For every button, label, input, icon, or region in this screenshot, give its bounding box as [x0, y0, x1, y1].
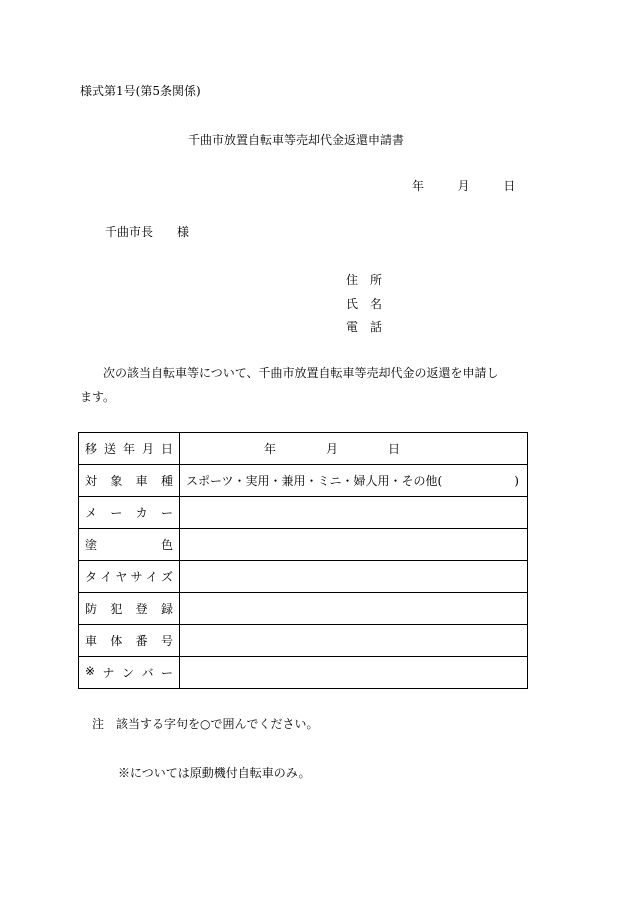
table-row	[79, 625, 528, 657]
application-date	[412, 180, 515, 192]
row-label	[79, 625, 180, 657]
date-month-label: 月	[457, 179, 470, 193]
transfer-date-value[interactable]	[180, 433, 528, 465]
bicycle-info-table	[78, 432, 528, 689]
table-row	[79, 657, 528, 689]
license-plate-field[interactable]	[180, 657, 528, 689]
date-year-label: 年	[412, 179, 425, 193]
note-moped-only: ※については原動機付自転車のみ。	[118, 766, 311, 780]
transfer-date-fields	[186, 440, 521, 457]
row-label-text: ※ ナ ン バ ー	[85, 664, 173, 680]
row-label-text: 塗 色	[85, 538, 173, 552]
maker-field[interactable]	[180, 497, 528, 529]
statement-line-2: ます。	[80, 390, 116, 404]
table-row	[79, 529, 528, 561]
row-label	[79, 561, 180, 593]
addressee-name: 千曲市長	[105, 225, 154, 239]
row-label-text: タ イ ヤ サ イ ズ	[85, 570, 173, 584]
frame-number-field[interactable]	[180, 625, 528, 657]
applicant-address-label: 住 所	[346, 273, 383, 287]
date-day-label: 日	[503, 179, 516, 193]
row-label	[79, 433, 180, 465]
transfer-year-label: 年	[264, 442, 277, 456]
row-label	[79, 657, 180, 689]
note-circle-instruction: 注 該当する字句を○で囲んでください。	[92, 717, 319, 731]
row-label	[79, 593, 180, 625]
vehicle-type-options[interactable]: スポーツ・実用・兼用・ミニ・婦人用・その他( )	[180, 465, 528, 497]
row-label-text: 車 体 番 号	[85, 634, 173, 648]
row-label	[79, 497, 180, 529]
statement-line-1: 次の該当自転車等について、千曲市放置自転車等売却代金の返還を申請し	[103, 366, 499, 380]
tire-size-field[interactable]	[180, 561, 528, 593]
row-label	[79, 465, 180, 497]
transfer-day-label: 日	[388, 442, 401, 456]
table-row	[79, 465, 528, 497]
row-label-text: 移 送 年 月 日	[85, 442, 173, 456]
document-title: 千曲市放置自転車等売却代金返還申請書	[188, 133, 405, 147]
table-row	[79, 497, 528, 529]
table-row	[79, 593, 528, 625]
applicant-phone-label: 電 話	[346, 320, 383, 334]
transfer-month-label: 月	[326, 442, 339, 456]
addressee-honorific: 様	[177, 225, 190, 239]
form-number: 様式第1号(第5条関係)	[80, 84, 201, 98]
addressee	[105, 226, 189, 238]
row-label-text: 防 犯 登 録	[85, 602, 173, 616]
row-label-text: 対 象 車 種	[85, 474, 173, 488]
row-label-text: メ ー カ ー	[85, 506, 173, 520]
table-row	[79, 433, 528, 465]
color-field[interactable]	[180, 529, 528, 561]
table-row	[79, 561, 528, 593]
row-label	[79, 529, 180, 561]
crime-prevention-registration-field[interactable]	[180, 593, 528, 625]
applicant-name-label: 氏 名	[346, 297, 383, 311]
